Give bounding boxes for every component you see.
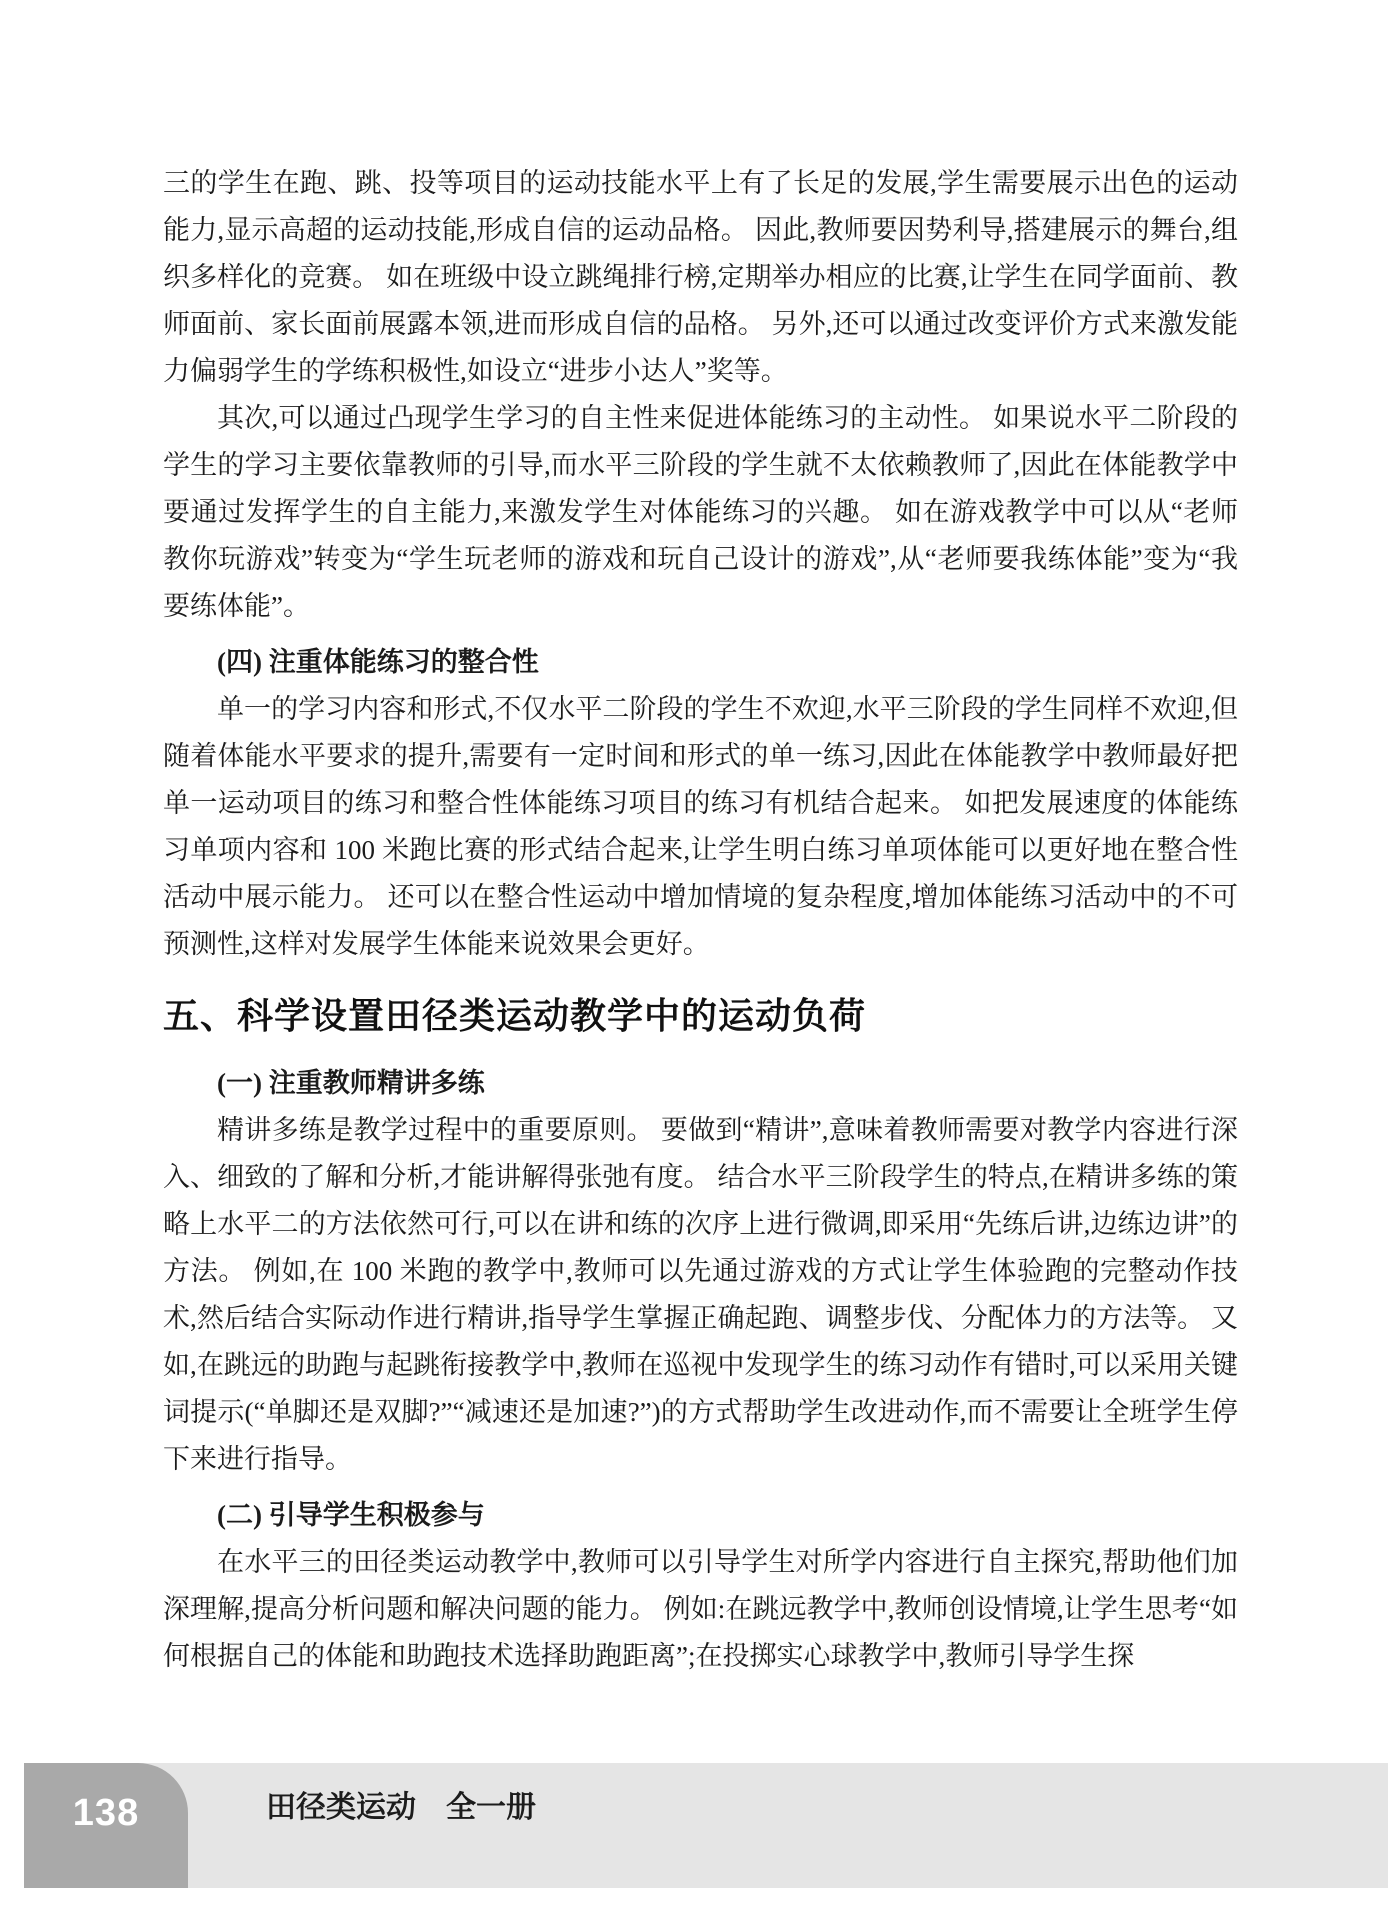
footer-bar bbox=[24, 1763, 1388, 1888]
footer-volume-label: 全一册 bbox=[446, 1791, 536, 1824]
subsection-heading-four: (四) 注重体能练习的整合性 bbox=[217, 647, 539, 677]
page-number: 138 bbox=[72, 1791, 140, 1834]
paragraph: 在水平三的田径类运动教学中,教师可以引导学生对所学内容进行自主探究,帮助他们加深理解,提高分析问题和解决问题的能力。 例如:在跳远教学中,教师创设情境,让学生思考“如何根据自己的体能和助跑技术选择助跑距离”;在投掷实心球教学中,教师引导学生探 bbox=[163, 1547, 1238, 1671]
subsection-heading-two: (二) 引导学生积极参与 bbox=[217, 1500, 485, 1530]
footer-book-title bbox=[266, 1793, 536, 1823]
paragraph: 单一的学习内容和形式,不仅水平二阶段的学生不欢迎,水平三阶段的学生同样不欢迎,但随着体能水平要求的提升,需要有一定时间和形式的单一练习,因此在体能教学中教师最好把单一运动项目的练习和整合性体能练习项目的练习有机结合起来。 如把发展速度的体能练习单项内容和 100 米跑比赛的形式结合起来,让学生明白练习单项体能可以更好地在整合性活动中展示能力。 还可以在整合性运动中增加情境的复杂程度,增加体能练习活动中的不可预测性,这样对发展学生体能来说效果会更好。 bbox=[163, 694, 1238, 959]
page-number-badge bbox=[24, 1763, 188, 1888]
paragraph: 三的学生在跑、跳、投等项目的运动技能水平上有了长足的发展,学生需要展示出色的运动能力,显示高超的运动技能,形成自信的运动品格。 因此,教师要因势利导,搭建展示的舞台,组织多样化的竞赛。 如在班级中设立跳绳排行榜,定期举办相应的比赛,让学生在同学面前、教师面前、家长面前展露本领,进而形成自信的品格。 另外,还可以通过改变评价方式来激发能力偏弱学生的学练积极性,如设立“进步小达人”奖等。 bbox=[163, 168, 1238, 386]
section-heading-five: 五、科学设置田径类运动教学中的运动负荷 bbox=[163, 995, 867, 1036]
paragraph: 精讲多练是教学过程中的重要原则。 要做到“精讲”,意味着教师需要对教学内容进行深入、细致的了解和分析,才能讲解得张弛有度。 结合水平三阶段学生的特点,在精讲多练的策略上水平二的方法依然可行,可以在讲和练的次序上进行微调,即采用“先练后讲,边练边讲”的方法。 例如,在 100 米跑的教学中,教师可以先通过游戏的方式让学生体验跑的完整动作技术,然后结合实际动作进行精讲,指导学生掌握正确起跑、调整步伐、分配体力的方法等。 又如,在跳远的助跑与起跳衔接教学中,教师在巡视中发现学生的练习动作有错时,可以采用关键词提示(“单脚还是双脚?”“减速还是加速?”)的方式帮助学生改进动作,而不需要让全班学生停下来进行指导。 bbox=[163, 1115, 1238, 1474]
footer-series-title: 田径类运动 bbox=[266, 1791, 416, 1824]
subsection-heading-one: (一) 注重教师精讲多练 bbox=[217, 1068, 485, 1098]
text-column bbox=[163, 160, 1238, 1680]
paragraph: 其次,可以通过凸现学生学习的自主性来促进体能练习的主动性。 如果说水平二阶段的学生的学习主要依靠教师的引导,而水平三阶段的学生就不太依赖教师了,因此在体能教学中要通过发挥学生的自主能力,来激发学生对体能练习的兴趣。 如在游戏教学中可以从“老师教你玩游戏”转变为“学生玩老师的游戏和玩自己设计的游戏”,从“老师要我练体能”变为“我要练体能”。 bbox=[163, 403, 1238, 621]
